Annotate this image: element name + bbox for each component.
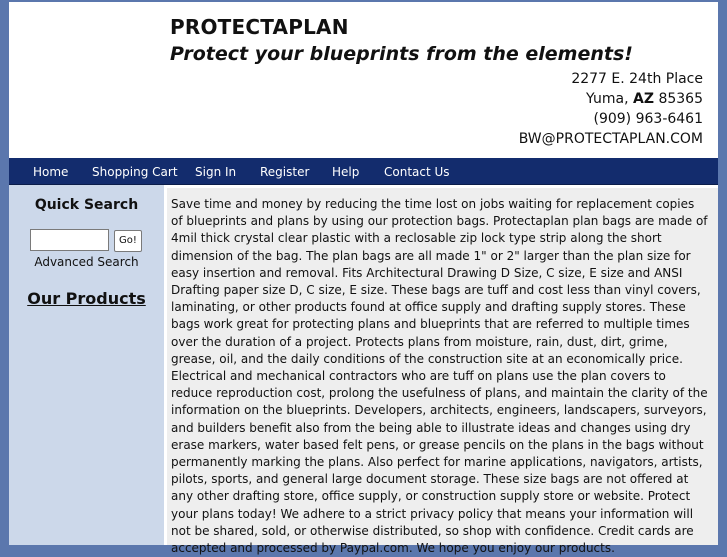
address-city-line — [519, 89, 703, 109]
header — [9, 2, 718, 158]
site-title: PROTECTAPLAN — [170, 15, 349, 39]
nav-shopping-cart[interactable]: Shopping Cart — [92, 165, 178, 179]
nav-sign-in[interactable]: Sign In — [195, 165, 237, 179]
address-city: Yuma, — [586, 91, 629, 107]
address-email: BW@PROTECTAPLAN.COM — [518, 131, 703, 147]
address-block — [519, 69, 703, 149]
address-street: 2277 E. 24th Place — [571, 71, 703, 87]
advanced-search-link[interactable]: Advanced Search — [34, 255, 139, 269]
search-input[interactable] — [30, 229, 109, 251]
nav-home[interactable]: Home — [33, 165, 69, 179]
sidebar — [9, 185, 164, 545]
nav-bar — [9, 158, 718, 185]
quick-search-title: Quick Search — [34, 197, 139, 213]
our-products-link[interactable]: Our Products — [27, 289, 146, 308]
address-zip: 85365 — [658, 91, 703, 107]
nav-contact-us[interactable]: Contact Us — [384, 165, 450, 179]
nav-register[interactable]: Register — [260, 165, 310, 179]
address-state: AZ — [633, 91, 654, 107]
page — [9, 2, 718, 556]
tagline: Protect your blueprints from the elements! — [170, 43, 633, 65]
go-button[interactable]: Go! — [114, 230, 142, 252]
product-description: Save time and money by reducing the time lost on jobs waiting for replacement copies of blueprints and plans by using our protection bags. Protectaplan plan bags are made of 4mil thick crystal clear plastic with a reclosable zip lock type strip along the short dimension of the bag. The plan bags are all made 1" or 2" larger than the plan size for easy insertion and removal. Fits Architectural Drawing D Size, C size, E size and ANSI Drafting paper size D, C size, E size. These bags are tuff and cost less than vinyl covers, laminating, or other products found at office supply and drafting supply stores. These bags work great for protecting plans and blueprints that are referred to multiple times over the duration of a project. Protects plans from moisture, rain, dust, dirt, grime, grease, oil, and the daily conditions of the construction site at an economically price. Electrical and mechanical contractors who are tuff on plans use the plan covers to reduce reproduction cost, prolong the usefulness of plans, and maintain the clarity of the information on the blueprints. Developers, architects, engineers, landscapers, surveyors, and builders benefit also from the being able to illustrate ideas and changes using dry erase markers, water based felt pens, or grease pencils on the plans in the bags without permanently marking the plans. Also perfect for marine applications, navigators, artists, pilots, sports, and general large document storage. These size bags are not offered at any other drafting store, office supply, or construction supply store or website. Protect your plans today! We adhere to a strict privacy policy that means your information will not be shared, sold, or otherwise distributed, so shop with confidence. Credit cards are accepted and processed by Paypal.com. We hope you enjoy our products. — [171, 197, 708, 556]
nav-help[interactable]: Help — [332, 165, 360, 179]
main-content — [164, 185, 718, 556]
address-phone: (909) 963-6461 — [593, 111, 703, 127]
